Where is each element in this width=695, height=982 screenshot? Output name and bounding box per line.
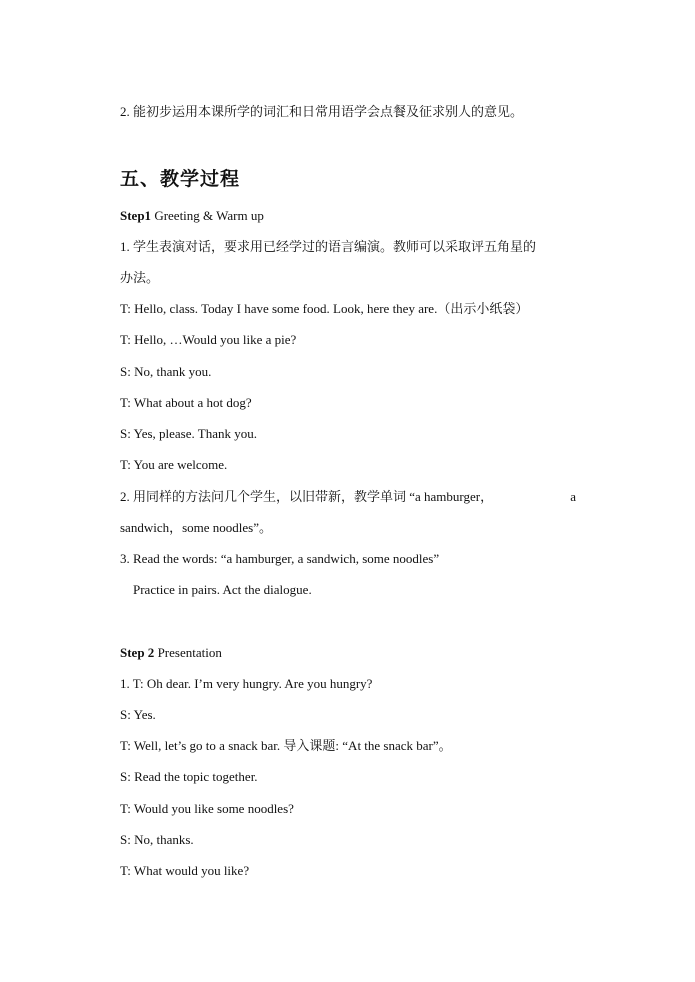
step1-item2-line1 (120, 488, 576, 506)
step2-line: S: No, thanks. (120, 832, 194, 847)
objective-2: 2. 能初步运用本课所学的词汇和日常用语学会点餐及征求别人的意见。 (120, 104, 524, 119)
step2-title: Presentation (154, 645, 222, 660)
step2-line: T: What would you like? (120, 863, 250, 878)
step1-title: Greeting & Warm up (151, 208, 264, 223)
step2-line: T: Would you like some noodles? (120, 801, 294, 816)
step2-line: S: Yes. (120, 707, 156, 722)
step1-item1-line2: 办法。 (120, 270, 160, 285)
step1-item1-line1: 1. 学生表演对话，要求用已经学过的语言编演。教师可以采取评五角星的 (120, 239, 537, 254)
step1-item2-text: 2. 用同样的方法问几个学生，以旧带新，教学单词 “a hamburger， (120, 489, 494, 504)
dialogue-line: T: You are welcome. (120, 457, 228, 472)
step2-heading (120, 644, 222, 662)
section-title: 五、教学过程 (120, 169, 241, 190)
dialogue-line: T: Hello, …Would you like a pie? (120, 332, 297, 347)
dialogue-line: S: Yes, please. Thank you. (120, 426, 257, 441)
step1-item3-practice: Practice in pairs. Act the dialogue. (133, 582, 312, 597)
step1-item3: 3. Read the words: “a hamburger, a sandwich, some noodles” (120, 551, 440, 566)
step2-label: Step 2 (120, 645, 155, 660)
dialogue-line: T: What about a hot dog? (120, 395, 252, 410)
step1-item2-line2: sandwich，some noodles”。 (120, 520, 273, 535)
step1-label: Step1 (120, 208, 152, 223)
dialogue-line: T: Hello, class. Today I have some food. Look, here they are.（出示小纸袋） (120, 301, 529, 316)
dialogue-line: S: No, thank you. (120, 364, 212, 379)
step2-line: T: Well, let’s go to a snack bar. 导入课题: “At the snack bar”。 (120, 738, 452, 753)
step2-line: 1. T: Oh dear. I’m very hungry. Are you hungry? (120, 676, 373, 691)
step2-line: S: Read the topic together. (120, 769, 258, 784)
step1-item2-tail: a (570, 489, 576, 504)
step1-heading (120, 207, 264, 225)
